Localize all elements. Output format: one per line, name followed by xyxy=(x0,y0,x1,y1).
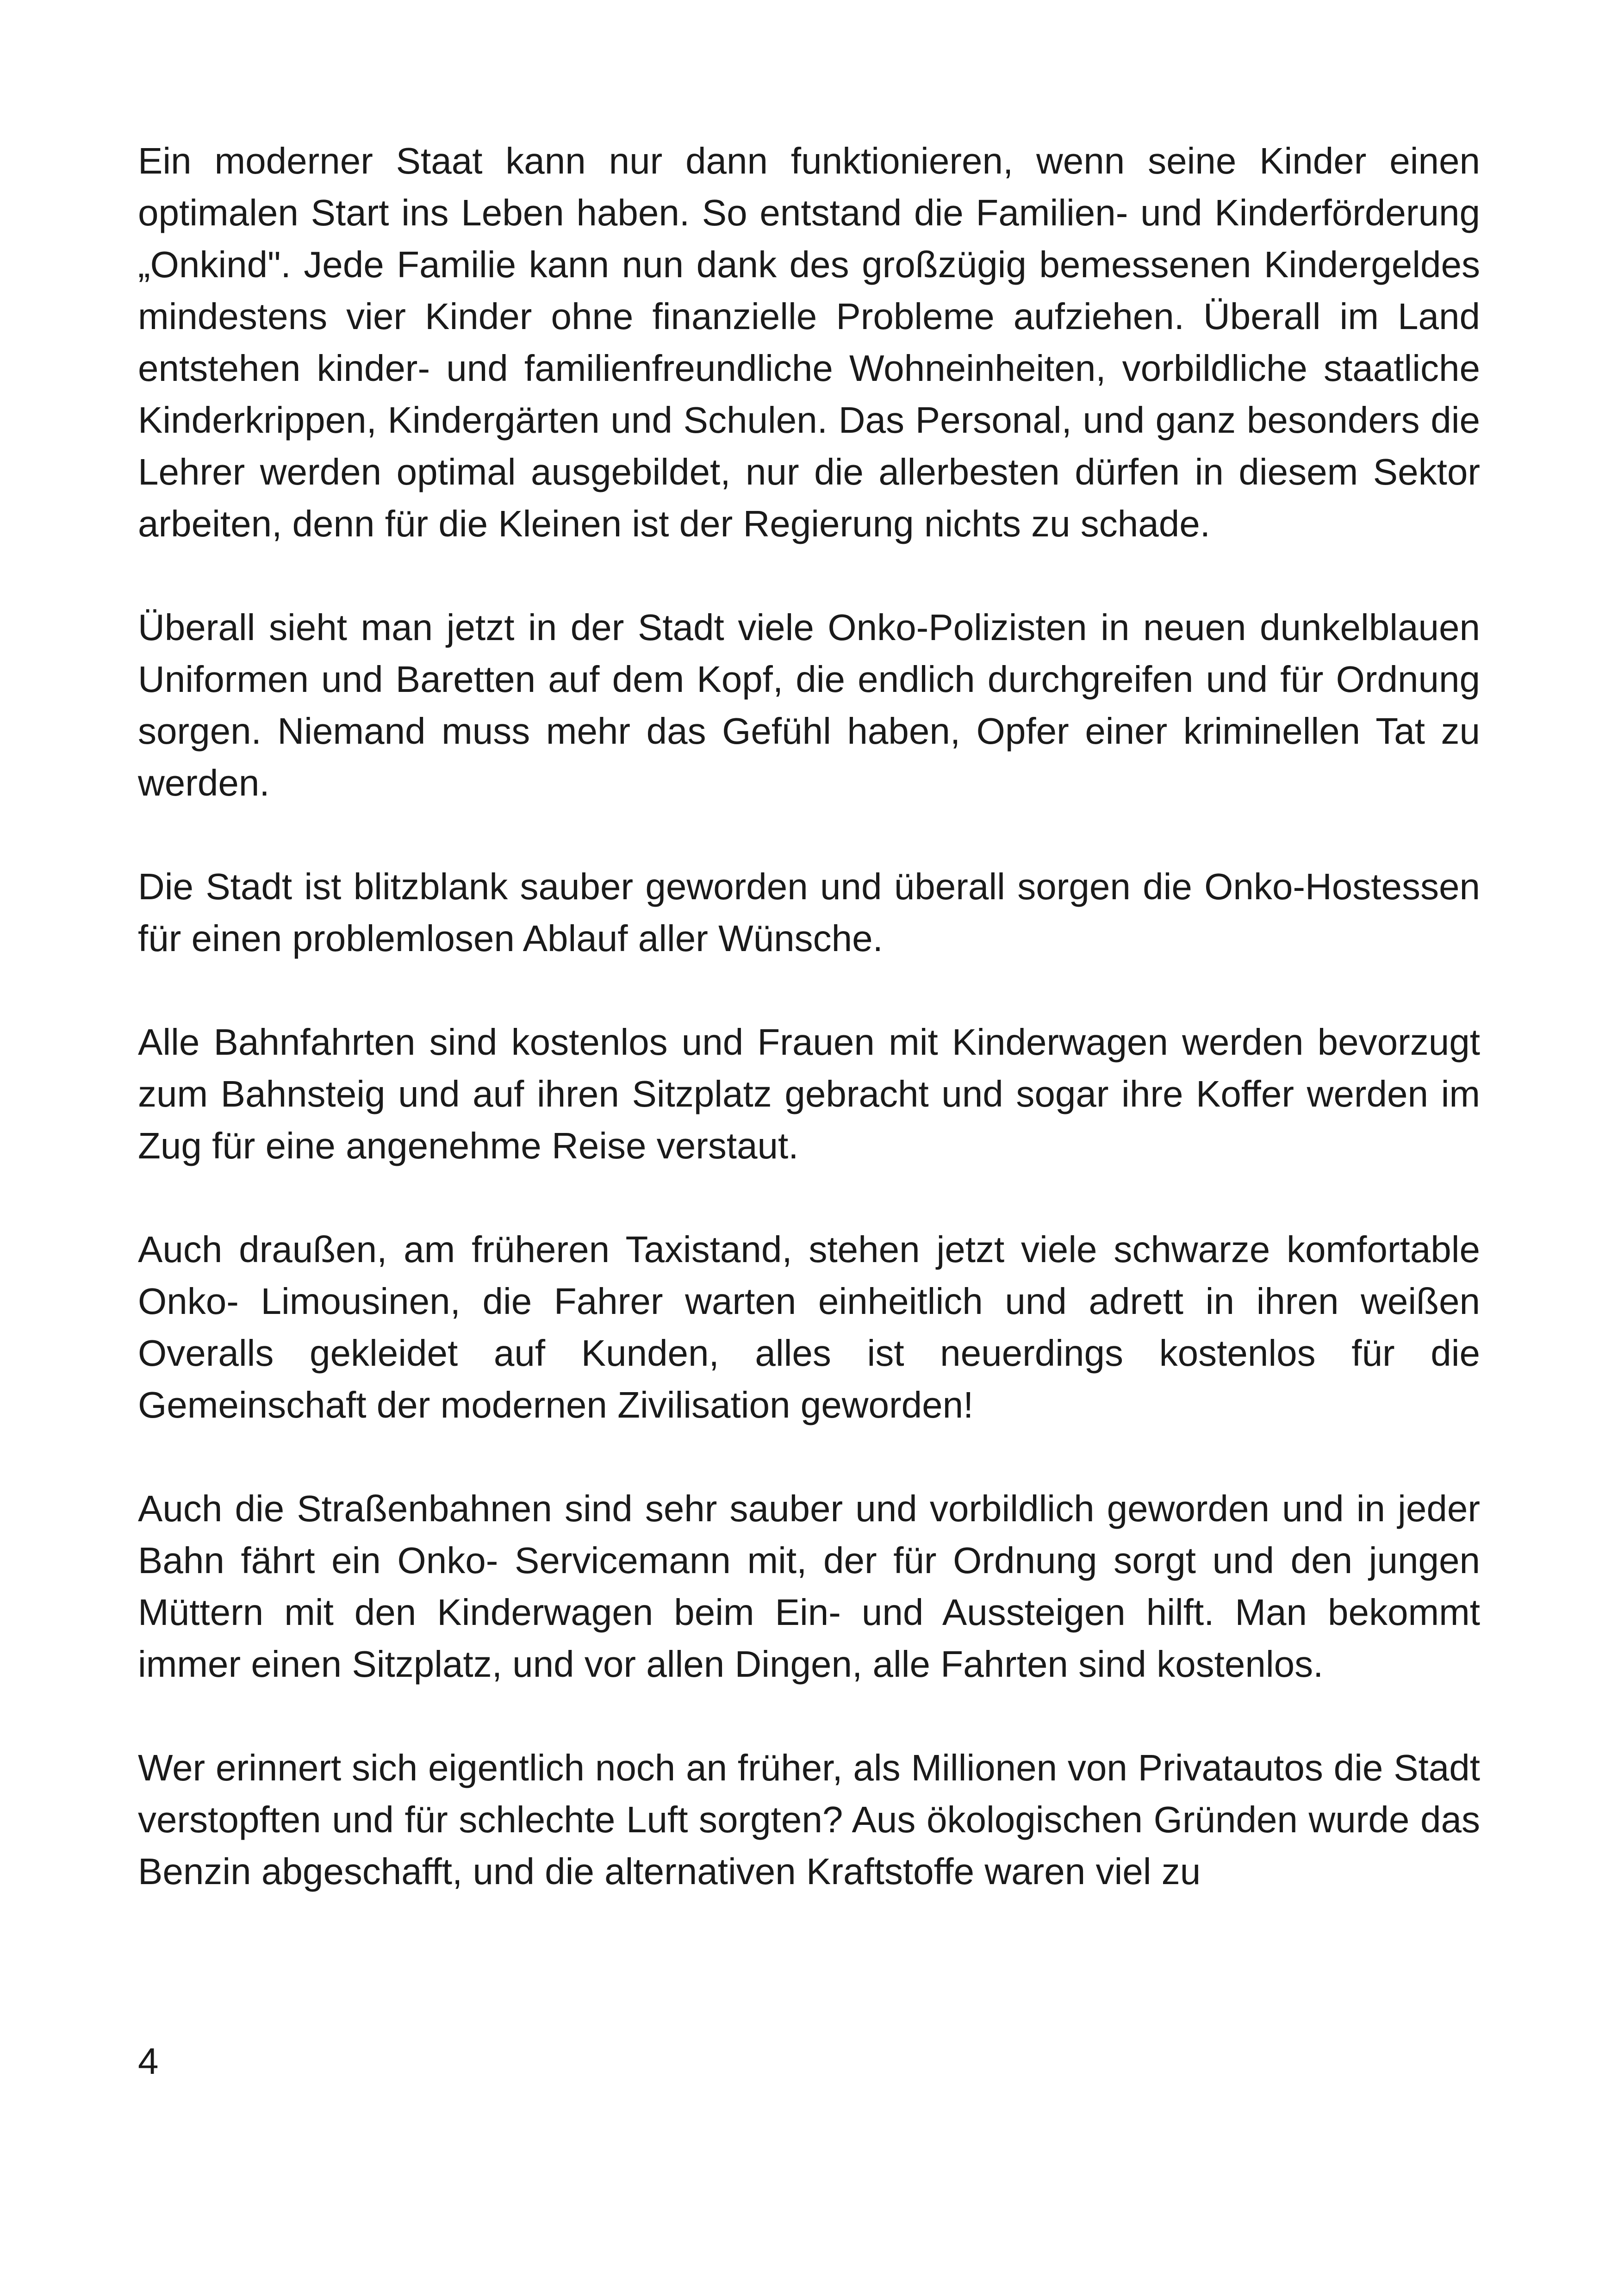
paragraph-7: Wer erinnert sich eigentlich noch an früher, als Millionen von Privatautos die Stadt verstopften und für schlechte Luft sorgten? Aus ökologischen Gründen wurde das Benzin abgeschafft, und die alternativen Kraftstoffe waren viel zu xyxy=(138,1747,1480,1892)
paragraph-2: Überall sieht man jetzt in der Stadt viele Onko-Polizisten in neuen dunkelblauen Uniformen und Baretten auf dem Kopf, die endlich durchgreifen und für Ordnung sorgen. Niemand muss mehr das Gefühl haben, Opfer einer kriminellen Tat zu werden. xyxy=(138,607,1480,803)
paragraph-6: Auch die Straßenbahnen sind sehr sauber und vorbildlich geworden und in jeder Bahn fährt ein Onko- Servicemann mit, der für Ordnung sorgt und den jungen Müttern mit den Kinderwagen beim Ein- und Aussteigen hilft. Man bekommt immer einen Sitzplatz, und vor allen Dingen, alle Fahrten sind kostenlos. xyxy=(138,1488,1480,1685)
body-text xyxy=(138,135,1480,1949)
paragraph-4: Alle Bahnfahrten sind kostenlos und Frauen mit Kinderwagen werden bevorzugt zum Bahnsteig und auf ihren Sitzplatz gebracht und sogar ihre Koffer werden im Zug für eine angenehme Reise verstaut. xyxy=(138,1021,1480,1166)
paragraph-1: Ein moderner Staat kann nur dann funktionieren, wenn seine Kinder einen optimalen Start ins Leben haben. So entstand die Familien- und Kinderförderung „Onkind". Jede Familie kann nun dank des großzügig bemessenen Kindergeldes mindestens vier Kinder ohne finanzielle Probleme aufziehen. Überall im Land entstehen kinder- und familienfreundliche Wohneinheiten, vorbildliche staatliche Kinderkrippen, Kindergärten und Schulen. Das Personal, und ganz besonders die Lehrer werden optimal ausgebildet, nur die allerbesten dürfen in diesem Sektor arbeiten, denn für die Kleinen ist der Regierung nichts zu schade. xyxy=(138,140,1480,544)
paragraph-5: Auch draußen, am früheren Taxistand, stehen jetzt viele schwarze komfortable Onko- Limousinen, die Fahrer warten einheitlich und adrett in ihren weißen Overalls gekleidet auf Kunden, alles ist neuerdings kostenlos für die Gemeinschaft der modernen Zivilisation geworden! xyxy=(138,1229,1480,1425)
page-number: 4 xyxy=(138,2041,159,2082)
paragraph-3: Die Stadt ist blitzblank sauber geworden und überall sorgen die Onko-Hostessen für einen problemlosen Ablauf aller Wünsche. xyxy=(138,866,1480,959)
